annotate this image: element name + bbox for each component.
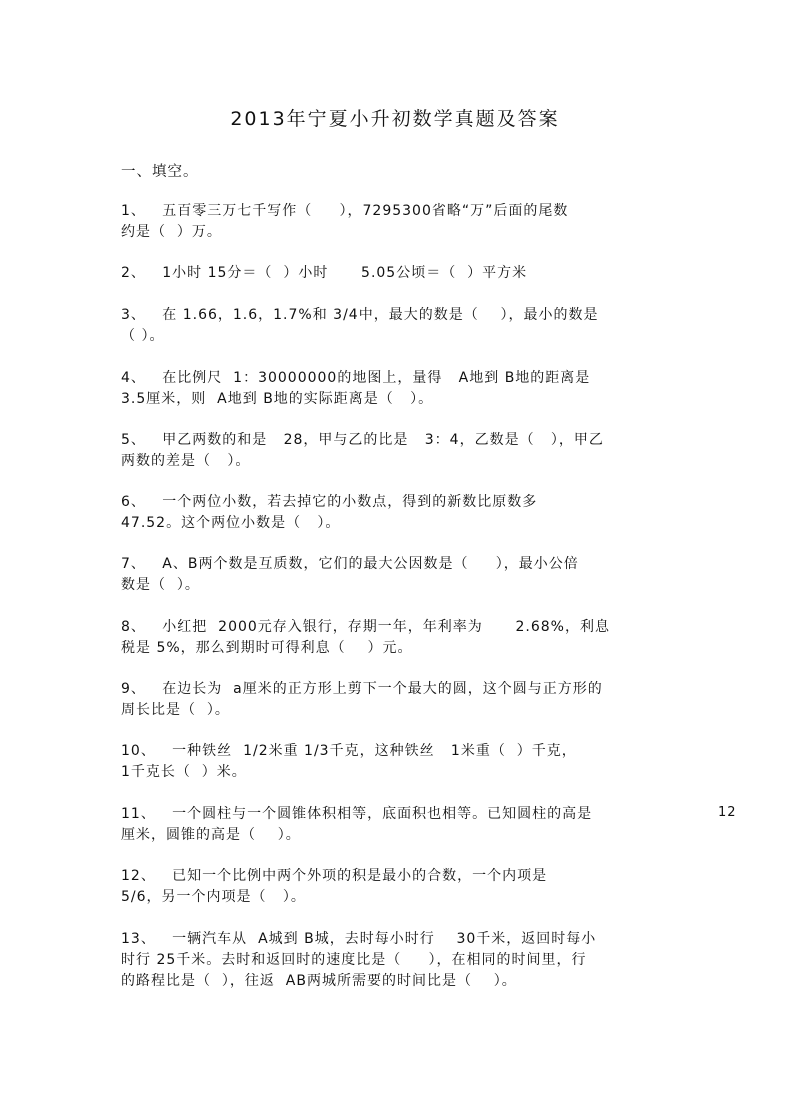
question-11-trailing-number: 12: [718, 805, 737, 820]
question-line: 约是（ ）万。: [121, 224, 222, 240]
question-1: [121, 201, 761, 243]
question-line: 11、 一个圆柱与一个圆锥体积相等，底面积也相等。已知圆柱的高是: [121, 806, 593, 822]
question-line: 1、 五百零三万七千写作（ ），7295300省略“万”后面的尾数: [121, 203, 569, 219]
question-line: 4、 在比例尺 1：30000000的地图上，量得 A地到 B地的距离是: [121, 370, 591, 386]
question-9: [121, 679, 761, 721]
question-13: [121, 929, 761, 992]
question-4: [121, 368, 761, 410]
question-10: [121, 741, 761, 783]
question-line: 的路程比是（ ），往返 AB两城所需要的时间比是（ ）。: [121, 973, 517, 989]
question-12: [121, 866, 761, 908]
question-line: 10、 一种铁丝 1/2米重 1/3千克，这种铁丝 1米重（ ）千克，: [121, 743, 577, 759]
question-8: [121, 617, 761, 659]
question-line: 2、 1小时 15分＝（ ）小时 5.05公顷＝（ ）平方米: [121, 265, 528, 281]
question-line: （ ）。: [121, 328, 165, 344]
question-5: [121, 430, 761, 472]
question-6: [121, 492, 761, 534]
question-line: 5、 甲乙两数的和是 28，甲与乙的比是 3：4，乙数是（ ），甲乙: [121, 432, 604, 448]
question-line: 13、 一辆汽车从 A城到 B城，去时每小时行 30千米，返回时每小: [121, 931, 597, 947]
question-line: 两数的差是（ ）。: [121, 453, 251, 469]
question-line: 6、 一个两位小数，若去掉它的小数点，得到的新数比原数多: [121, 494, 538, 510]
question-line: 1千克长（ ）米。: [121, 764, 247, 780]
question-line: 3、 在 1.66，1.6，1.7%和 3/4中，最大的数是（ ），最小的数是: [121, 307, 599, 323]
question-line: 3.5厘米，则 A地到 B地的实际距离是（ ）。: [121, 391, 434, 407]
question-line: 周长比是（ ）。: [121, 702, 230, 718]
question-line: 8、 小红把 2000元存入银行，存期一年，年利率为 2.68%，利息: [121, 619, 610, 635]
question-line: 47.52。这个两位小数是（ ）。: [121, 515, 341, 531]
question-7: [121, 554, 761, 596]
question-line: 5/6，另一个内项是（ ）。: [121, 889, 306, 905]
question-line: 厘米，圆锥的高是（ ）。: [121, 827, 301, 843]
question-line: 7、 A、B两个数是互质数，它们的最大公因数是（ ），最小公倍: [121, 556, 579, 572]
question-line: 12、 已知一个比例中两个外项的积是最小的合数，一个内项是: [121, 868, 548, 884]
question-line: 税是 5%，那么到期时可得利息（ ）元。: [121, 640, 413, 656]
document-title: 2013年宁夏小升初数学真题及答案: [230, 108, 560, 130]
question-line: 9、 在边长为 a厘米的正方形上剪下一个最大的圆，这个圆与正方形的: [121, 681, 603, 697]
question-3: [121, 305, 761, 347]
question-line: 数是（ ）。: [121, 577, 200, 593]
section-heading-fill-in-blank: 一、填空。: [121, 164, 199, 180]
question-2: [121, 263, 761, 284]
question-11: [121, 804, 761, 846]
question-line: 时行 25千米。去时和返回时的速度比是（ ），在相同的时间里，行: [121, 952, 587, 968]
